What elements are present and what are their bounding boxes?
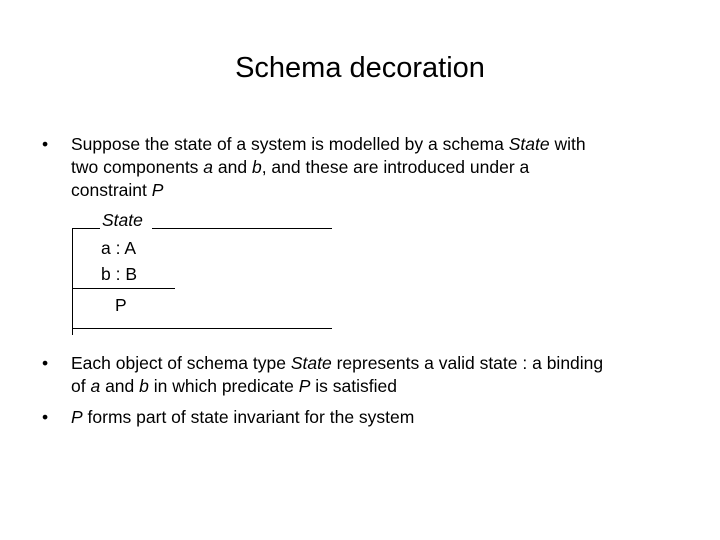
schema-predicate: P (115, 295, 127, 315)
schema-box (72, 210, 332, 335)
text-run: Each object of schema type (71, 353, 291, 373)
text-run: and (213, 157, 252, 177)
schema-name: State (102, 210, 143, 230)
italic-term: State (508, 134, 550, 154)
text-run: represents a valid state : a binding (331, 353, 604, 373)
italic-term: P (151, 180, 164, 200)
bullet-icon: • (42, 134, 49, 154)
bullet-2-line-2 (71, 375, 691, 398)
bullet-text-2 (71, 352, 691, 398)
text-run: with (549, 134, 586, 154)
text-run: forms part of state invariant for the system (82, 407, 415, 427)
text-run: is satisfied (310, 376, 397, 396)
schema-top-left-line (72, 228, 100, 229)
bullet-2-line-1 (71, 352, 691, 375)
schema-left-line (72, 228, 73, 335)
italic-term: P (71, 407, 83, 427)
bullet-icon: • (42, 407, 49, 427)
text-run: , and these are introduced under a (261, 157, 530, 177)
bullet-3-line-1 (71, 406, 691, 429)
schema-divider-line (72, 288, 175, 289)
bullet-1-line-3 (71, 179, 691, 202)
schema-declaration-b: b : B (101, 264, 137, 284)
bullet-1-line-1 (71, 133, 691, 156)
italic-term: P (298, 376, 311, 396)
schema-declaration-a: a : A (101, 238, 137, 258)
text-run: two components (71, 157, 204, 177)
bullet-text-1 (71, 133, 691, 202)
text-run: in which predicate (148, 376, 299, 396)
bullet-icon: • (42, 353, 49, 373)
slide-title: Schema decoration (235, 52, 485, 84)
text-run: Suppose the state of a system is modelled by a schema (71, 134, 509, 154)
text-run: of (71, 376, 91, 396)
italic-term: State (290, 353, 332, 373)
schema-bottom-line (72, 328, 332, 329)
text-run: and (100, 376, 140, 396)
italic-term: a (90, 376, 101, 396)
bullet-1-line-2 (71, 156, 691, 179)
italic-term: b (251, 157, 262, 177)
bullet-text-3 (71, 406, 691, 429)
italic-term: a (203, 157, 214, 177)
italic-term: b (139, 376, 149, 396)
schema-top-right-line (152, 228, 332, 229)
text-run: constraint (71, 180, 152, 200)
